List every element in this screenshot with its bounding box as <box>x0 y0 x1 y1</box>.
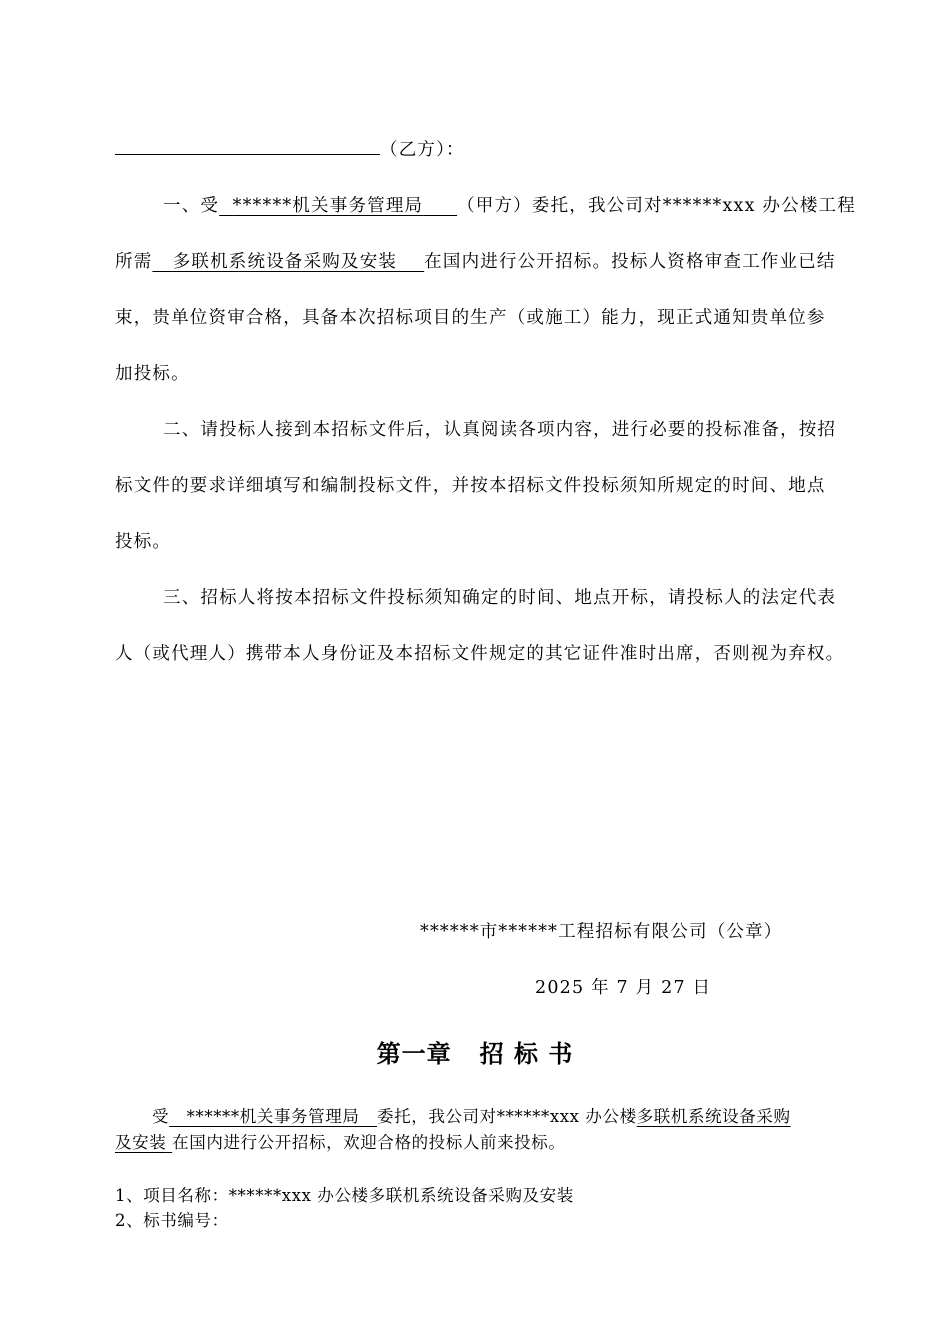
notice-date: 2025 年 7 月 27 日 <box>535 978 712 998</box>
entrusting-party-name: ******机关事务管理局 <box>232 196 424 216</box>
chapter-intro-line2 <box>115 1129 565 1153</box>
para2-line2: 标文件的要求详细填写和编制投标文件，并按本招标文件投标须知所规定的时间、地点 <box>115 476 826 496</box>
intro-project-scope: 多联机系统设备采购 <box>636 1107 791 1126</box>
entrusting-party <box>219 196 457 216</box>
item-tender-number: 2、标书编号： <box>115 1211 229 1230</box>
project-scope <box>152 252 424 272</box>
item-project-name: 1、项目名称：******xxx 办公楼多联机系统设备采购及安装 <box>115 1186 574 1205</box>
intro-entrusting-party-name: ******机关事务管理局 <box>186 1107 360 1126</box>
para3-line2: 人（或代理人）携带本人身份证及本招标文件规定的其它证件准时出席，否则视为弃权。 <box>115 644 845 664</box>
intro-project-scope-cont <box>115 1133 172 1152</box>
para2-line1: 二、请投标人接到本招标文件后，认真阅读各项内容，进行必要的投标准备，按招 <box>163 420 837 440</box>
para1-text: 在国内进行公开招标。投标人资格审查工作业已结 <box>424 252 836 272</box>
para1-text: 所需 <box>115 252 153 272</box>
addressee-blank <box>115 140 380 155</box>
addressee-suffix: （乙方）： <box>380 140 465 160</box>
para1-text: 一、受 <box>163 196 220 216</box>
para1-text: （甲方）委托，我公司对******xxx 办公楼工程 <box>457 196 856 216</box>
intro-text: 委托，我公司对******xxx 办公楼 <box>377 1107 637 1126</box>
addressee-line <box>115 136 465 161</box>
intro-text: 受 <box>152 1107 170 1126</box>
para1-line2 <box>115 248 836 273</box>
project-scope-name: 多联机系统设备采购及安装 <box>172 252 398 272</box>
intro-project-scope-cont-text: 及安装 <box>115 1133 167 1152</box>
para3-line1: 三、招标人将按本招标文件投标须知确定的时间、地点开标，请投标人的法定代表 <box>163 588 837 608</box>
para2-line3: 投标。 <box>115 532 172 552</box>
company-signature: ******市******工程招标有限公司（公章） <box>420 922 783 942</box>
para1-line1 <box>163 192 856 217</box>
para1-line3: 束，贵单位资审合格，具备本次招标项目的生产（或施工）能力，现正式通知贵单位参 <box>115 308 826 328</box>
para1-line4: 加投标。 <box>115 364 190 384</box>
intro-text: 在国内进行公开招标，欢迎合格的投标人前来投标。 <box>172 1133 566 1152</box>
chapter-title: 第一章 招 标 书 <box>376 1040 574 1068</box>
intro-entrusting-party <box>169 1107 377 1126</box>
chapter-intro-line1 <box>152 1103 791 1127</box>
